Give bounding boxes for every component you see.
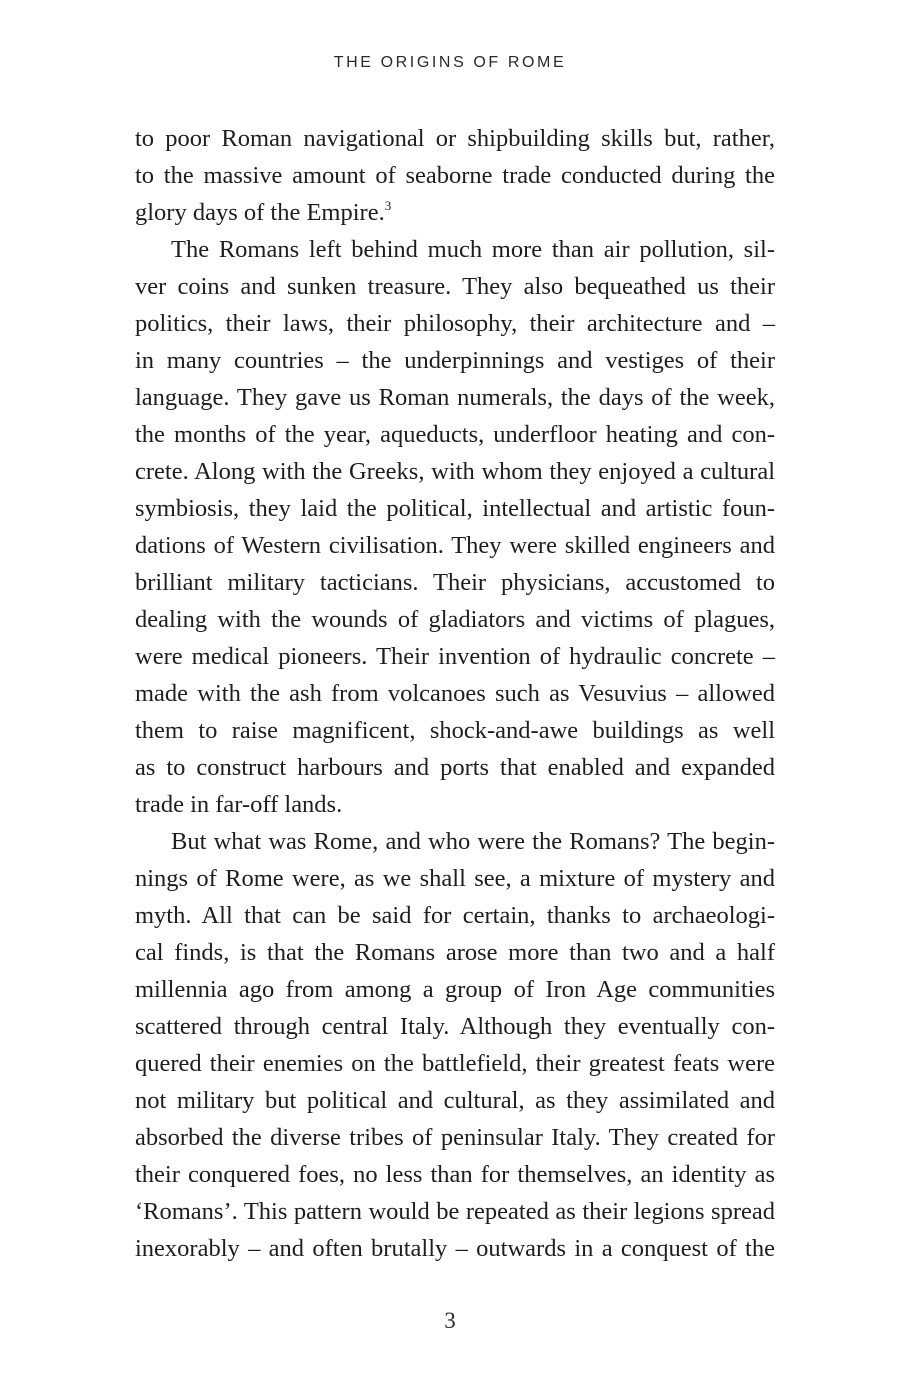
- text-line: crete. Along with the Greeks, with whom they enjoyed a cultural: [135, 458, 775, 485]
- text-line: politics, their laws, their philosophy, their architecture and –: [135, 310, 775, 337]
- text-line: were medical pioneers. Their invention of hydraulic concrete –: [135, 643, 775, 670]
- text-line: ver coins and sunken treasure. They also bequeathed us their: [135, 273, 775, 300]
- text-line: brilliant military tacticians. Their physicians, accustomed to: [135, 569, 775, 596]
- text-line: the months of the year, aqueducts, underfloor heating and con-: [135, 421, 775, 448]
- text-line: as to construct harbours and ports that enabled and expanded: [135, 754, 775, 781]
- text-line: symbiosis, they laid the political, intellectual and artistic foun-: [135, 495, 775, 522]
- text-line: inexorably – and often brutally – outwards in a conquest of the: [135, 1235, 775, 1262]
- text-line: dations of Western civilisation. They were skilled engineers and: [135, 532, 775, 559]
- text-line-content: glory days of the Empire.: [135, 199, 385, 226]
- text-line: But what was Rome, and who were the Romans? The begin-: [171, 828, 775, 855]
- page-number: 3: [444, 1308, 456, 1333]
- text-line: quered their enemies on the battlefield, their greatest feats were: [135, 1050, 775, 1077]
- text-line: in many countries – the underpinnings and vestiges of their: [135, 347, 775, 374]
- running-head: THE ORIGINS OF ROME: [333, 54, 567, 71]
- footnote-reference: 3: [384, 198, 392, 213]
- text-line: scattered through central Italy. Although they eventually con-: [135, 1013, 775, 1040]
- text-line: The Romans left behind much more than air pollution, sil-: [171, 236, 775, 263]
- text-line: to the massive amount of seaborne trade conducted during the: [135, 162, 775, 189]
- text-line: language. They gave us Roman numerals, the days of the week,: [135, 384, 775, 411]
- text-line: millennia ago from among a group of Iron Age communities: [135, 976, 775, 1003]
- text-line: trade in far-off lands.: [135, 791, 343, 818]
- text-line: myth. All that can be said for certain, thanks to archaeologi-: [135, 902, 775, 929]
- text-line: to poor Roman navigational or shipbuilding skills but, rather,: [135, 125, 775, 152]
- text-line: cal finds, is that the Romans arose more than two and a half: [135, 939, 775, 966]
- text-line: them to raise magnificent, shock-and-awe buildings as well: [135, 717, 775, 744]
- text-line: nings of Rome were, as we shall see, a mixture of mystery and: [135, 865, 775, 892]
- text-line: ‘Romans’. This pattern would be repeated as their legions spread: [135, 1198, 775, 1225]
- text-line: [135, 198, 775, 228]
- text-line: made with the ash from volcanoes such as Vesuvius – allowed: [135, 680, 775, 707]
- text-line: dealing with the wounds of gladiators and victims of plagues,: [135, 606, 775, 633]
- text-line: absorbed the diverse tribes of peninsular Italy. They created for: [135, 1124, 775, 1151]
- text-line: their conquered foes, no less than for themselves, an identity as: [135, 1161, 775, 1188]
- text-line: not military but political and cultural, as they assimilated and: [135, 1087, 775, 1114]
